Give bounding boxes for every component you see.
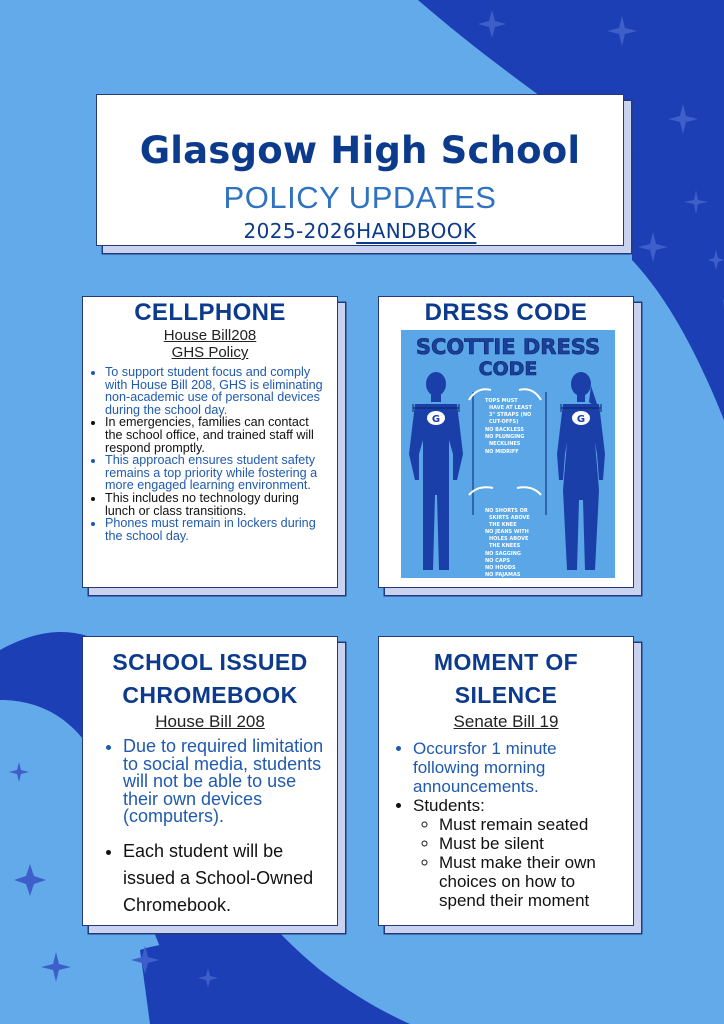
- cellphone-card: [82, 296, 338, 588]
- rule-text: 3" STRAPS (NO: [489, 412, 532, 418]
- year-text: 2025-2026: [243, 219, 357, 243]
- rule-text: TOPS MUST: [485, 398, 518, 404]
- rule-text: NO CAPS: [485, 558, 510, 564]
- header-card: [96, 94, 624, 246]
- rule-text: CUT-OFFS): [489, 419, 519, 425]
- chromebook-card: [82, 636, 338, 926]
- school-name: Glasgow High School: [139, 129, 581, 172]
- cellphone-list: [83, 366, 337, 542]
- rule-text: SKIRTS ABOVE: [489, 515, 530, 521]
- chromebook-title-line-1: SCHOOL ISSUED: [112, 649, 308, 675]
- policy-updates-title: POLICY UPDATES: [223, 180, 497, 215]
- rule-text: NO SHORTS OR: [485, 508, 528, 514]
- male-logo-letter: G: [431, 414, 441, 425]
- handbook-text: HANDBOOK: [356, 219, 477, 243]
- chromebook-list: [83, 738, 337, 919]
- list-item: • This includes no technology during lunch or class transitions.: [105, 492, 337, 517]
- list-item: • Occursfor 1 minute following morning announcements.: [413, 739, 633, 796]
- rule-text: THE KNEES: [489, 543, 521, 549]
- silence-title-line-1: MOMENT OF: [433, 649, 579, 675]
- rule-text: THE KNEE: [489, 522, 517, 528]
- list-item: • To support student focus and comply with House Bill 208, GHS is eliminating non-academic use of personal devices during the school day.: [105, 366, 337, 416]
- dress-code-poster: [401, 330, 615, 578]
- list-item: • Phones must remain in lockers during the school day.: [105, 517, 337, 542]
- list-item: • Each student will be issued a School-Owned Chromebook.: [123, 838, 337, 919]
- poster-title-line-2: CODE: [478, 358, 538, 380]
- silence-title-line-2: SILENCE: [454, 682, 558, 708]
- chromebook-title-line-2: CHROMEBOOK: [122, 682, 298, 708]
- rule-text: HAVE AT LEAST: [489, 405, 532, 411]
- handbook-year: [97, 219, 623, 243]
- rule-text: NO PAJAMAS: [485, 572, 521, 578]
- moment-of-silence-card: [378, 636, 634, 926]
- poster-title-line-1: SCOTTIE DRESS: [415, 335, 601, 359]
- students-sublist: [413, 815, 627, 910]
- dress-code-card: [378, 296, 634, 588]
- rule-text: NO HOODS: [485, 565, 516, 571]
- female-logo-letter: G: [576, 414, 586, 425]
- sub-list-item: ◦ Must remain seated: [439, 815, 627, 834]
- cellphone-policy: GHS Policy: [171, 344, 249, 361]
- list-item: • Due to required limitation to social media, students will not be able to use their own devices (computers).: [123, 738, 337, 826]
- rule-text: NO PLUNGING: [485, 434, 525, 440]
- rule-text: HOLES ABOVE: [489, 536, 529, 542]
- cellphone-title: CELLPHONE: [134, 299, 286, 326]
- chromebook-bill: House Bill 208: [155, 712, 265, 731]
- cellphone-bill: House Bill208: [163, 327, 257, 344]
- students-label: Students:: [413, 796, 485, 815]
- rule-text: NO MIDRIFF: [485, 449, 519, 455]
- rule-text: NO JEANS WITH: [485, 529, 529, 535]
- sub-list-item: ◦ Must make their own choices on how to spend their moment: [439, 853, 627, 910]
- list-item: • In emergencies, families can contact the school office, and trained staff will respond promptly.: [105, 416, 337, 454]
- silence-list: [379, 739, 633, 910]
- rule-text: NO SAGGING: [485, 551, 522, 557]
- dress-code-title: DRESS CODE: [424, 299, 588, 326]
- silence-bill: Senate Bill 19: [453, 712, 559, 731]
- rule-text: NO BACKLESS: [485, 427, 524, 433]
- list-item: • This approach ensures student safety remains a top priority while fostering a more engaged learning environment.: [105, 454, 337, 492]
- rule-text: NECKLINES: [489, 441, 521, 447]
- list-item: [413, 796, 633, 910]
- sub-list-item: ◦ Must be silent: [439, 834, 627, 853]
